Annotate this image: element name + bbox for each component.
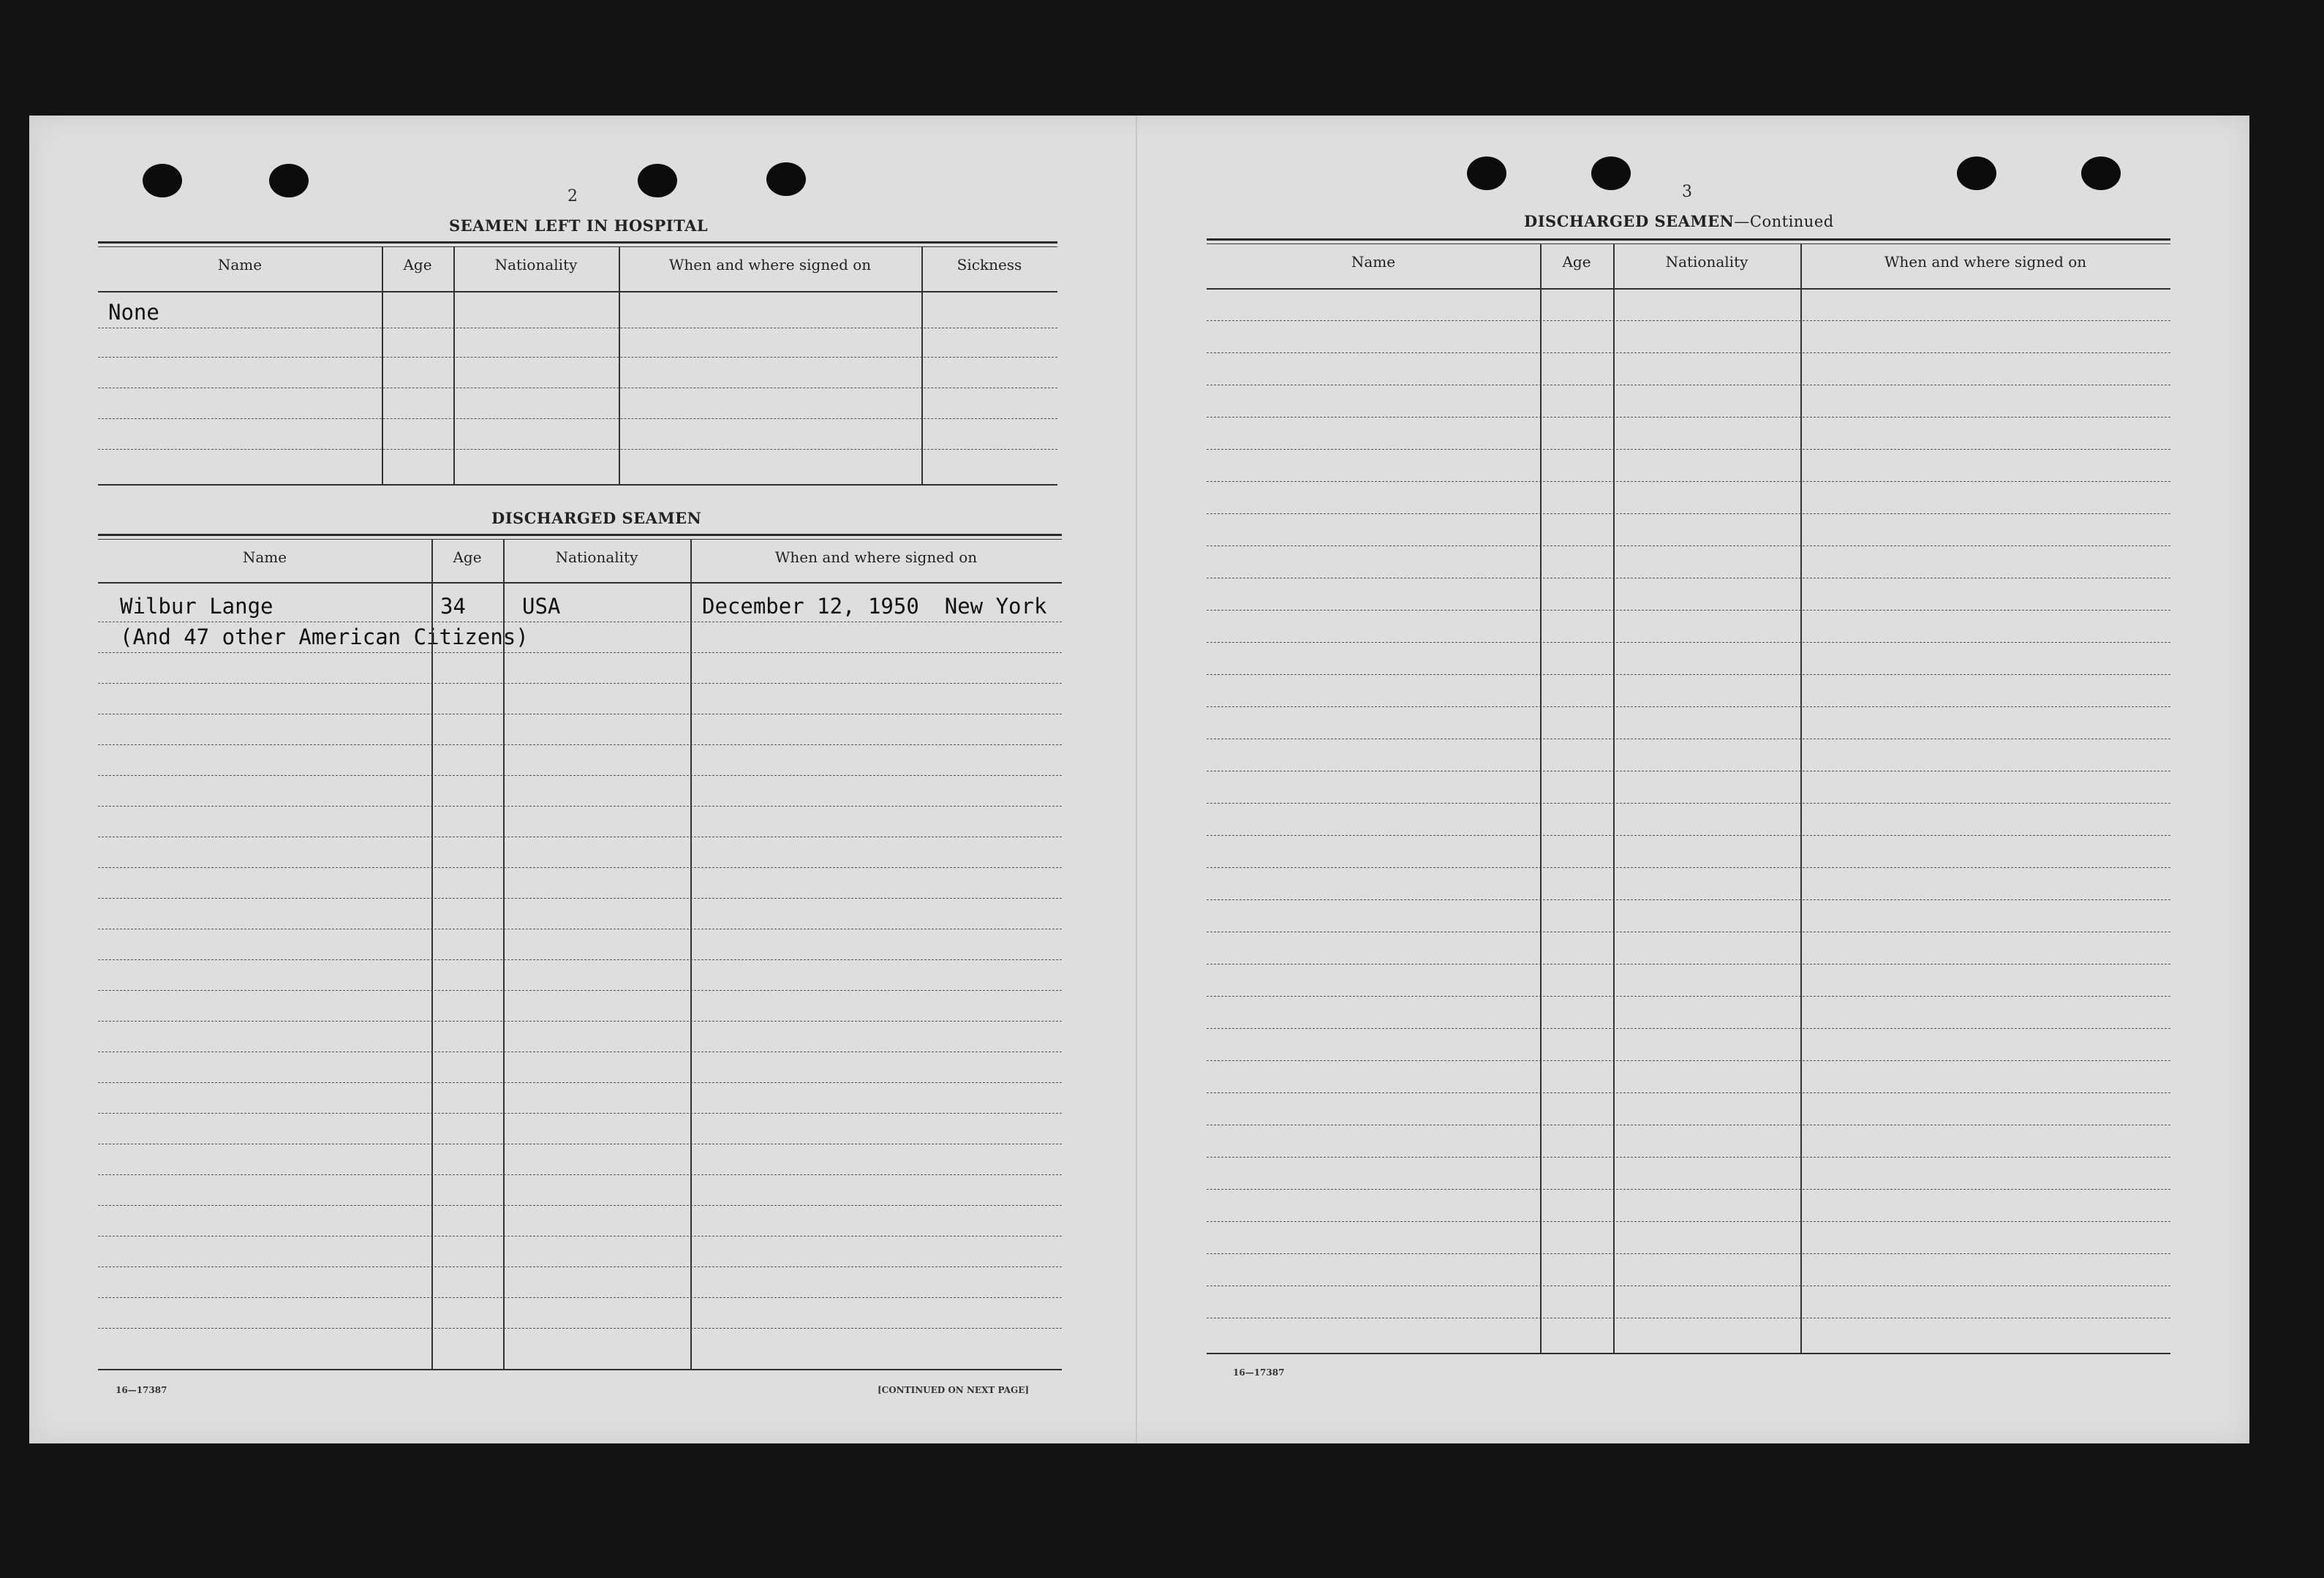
punch-hole <box>269 164 309 197</box>
column-header-name: Name <box>1351 253 1396 271</box>
column-header-nationality: Nationality <box>1665 253 1748 271</box>
column-header-signed-on: When and where signed on <box>1884 253 2087 271</box>
seaman-age: 34 <box>440 594 466 619</box>
form-number: 16—17387 <box>1233 1367 1285 1378</box>
section-title-hospital: SEAMEN LEFT IN HOSPITAL <box>449 216 709 235</box>
punch-hole <box>1957 156 1996 190</box>
section-title-discharged-continued <box>1524 212 1834 230</box>
continued-note: [CONTINUED ON NEXT PAGE] <box>878 1385 1030 1395</box>
punch-hole <box>766 162 806 196</box>
section-title-discharged: DISCHARGED SEAMEN <box>491 509 702 527</box>
discharged-continued-table <box>1207 238 2170 1357</box>
column-header-sickness: Sickness <box>957 256 1022 273</box>
column-header-name: Name <box>242 548 287 566</box>
column-header-signed-on: When and where signed on <box>668 256 872 273</box>
page-number: 2 <box>567 187 578 205</box>
column-header-nationality: Nationality <box>494 256 578 273</box>
column-header-age: Age <box>453 548 482 566</box>
form-number: 16—17387 <box>116 1385 167 1395</box>
page-number: 3 <box>1682 183 1692 201</box>
section-title-text: DISCHARGED SEAMEN <box>1524 212 1735 230</box>
page-fold <box>1136 116 1137 1443</box>
column-header-age: Age <box>1562 253 1591 271</box>
column-header-signed-on: When and where signed on <box>774 548 978 566</box>
seaman-name: Wilbur Lange <box>120 594 273 619</box>
hospital-entry: None <box>108 300 159 325</box>
column-header-name: Name <box>217 256 263 273</box>
punch-hole <box>638 164 677 197</box>
punch-hole <box>1467 156 1506 190</box>
punch-hole <box>2081 156 2121 190</box>
hospital-table <box>98 241 1057 490</box>
seaman-nationality: USA <box>522 594 561 619</box>
column-header-age: Age <box>403 256 432 273</box>
continued-label: —Continued <box>1734 213 1834 230</box>
column-header-nationality: Nationality <box>555 548 638 566</box>
additional-seamen-note: (And 47 other American Citizens) <box>120 624 529 649</box>
seaman-signed-on: December 12, 1950 New York <box>702 594 1047 619</box>
discharged-table <box>98 534 1062 1375</box>
punch-hole <box>1591 156 1631 190</box>
punch-hole <box>143 164 182 197</box>
